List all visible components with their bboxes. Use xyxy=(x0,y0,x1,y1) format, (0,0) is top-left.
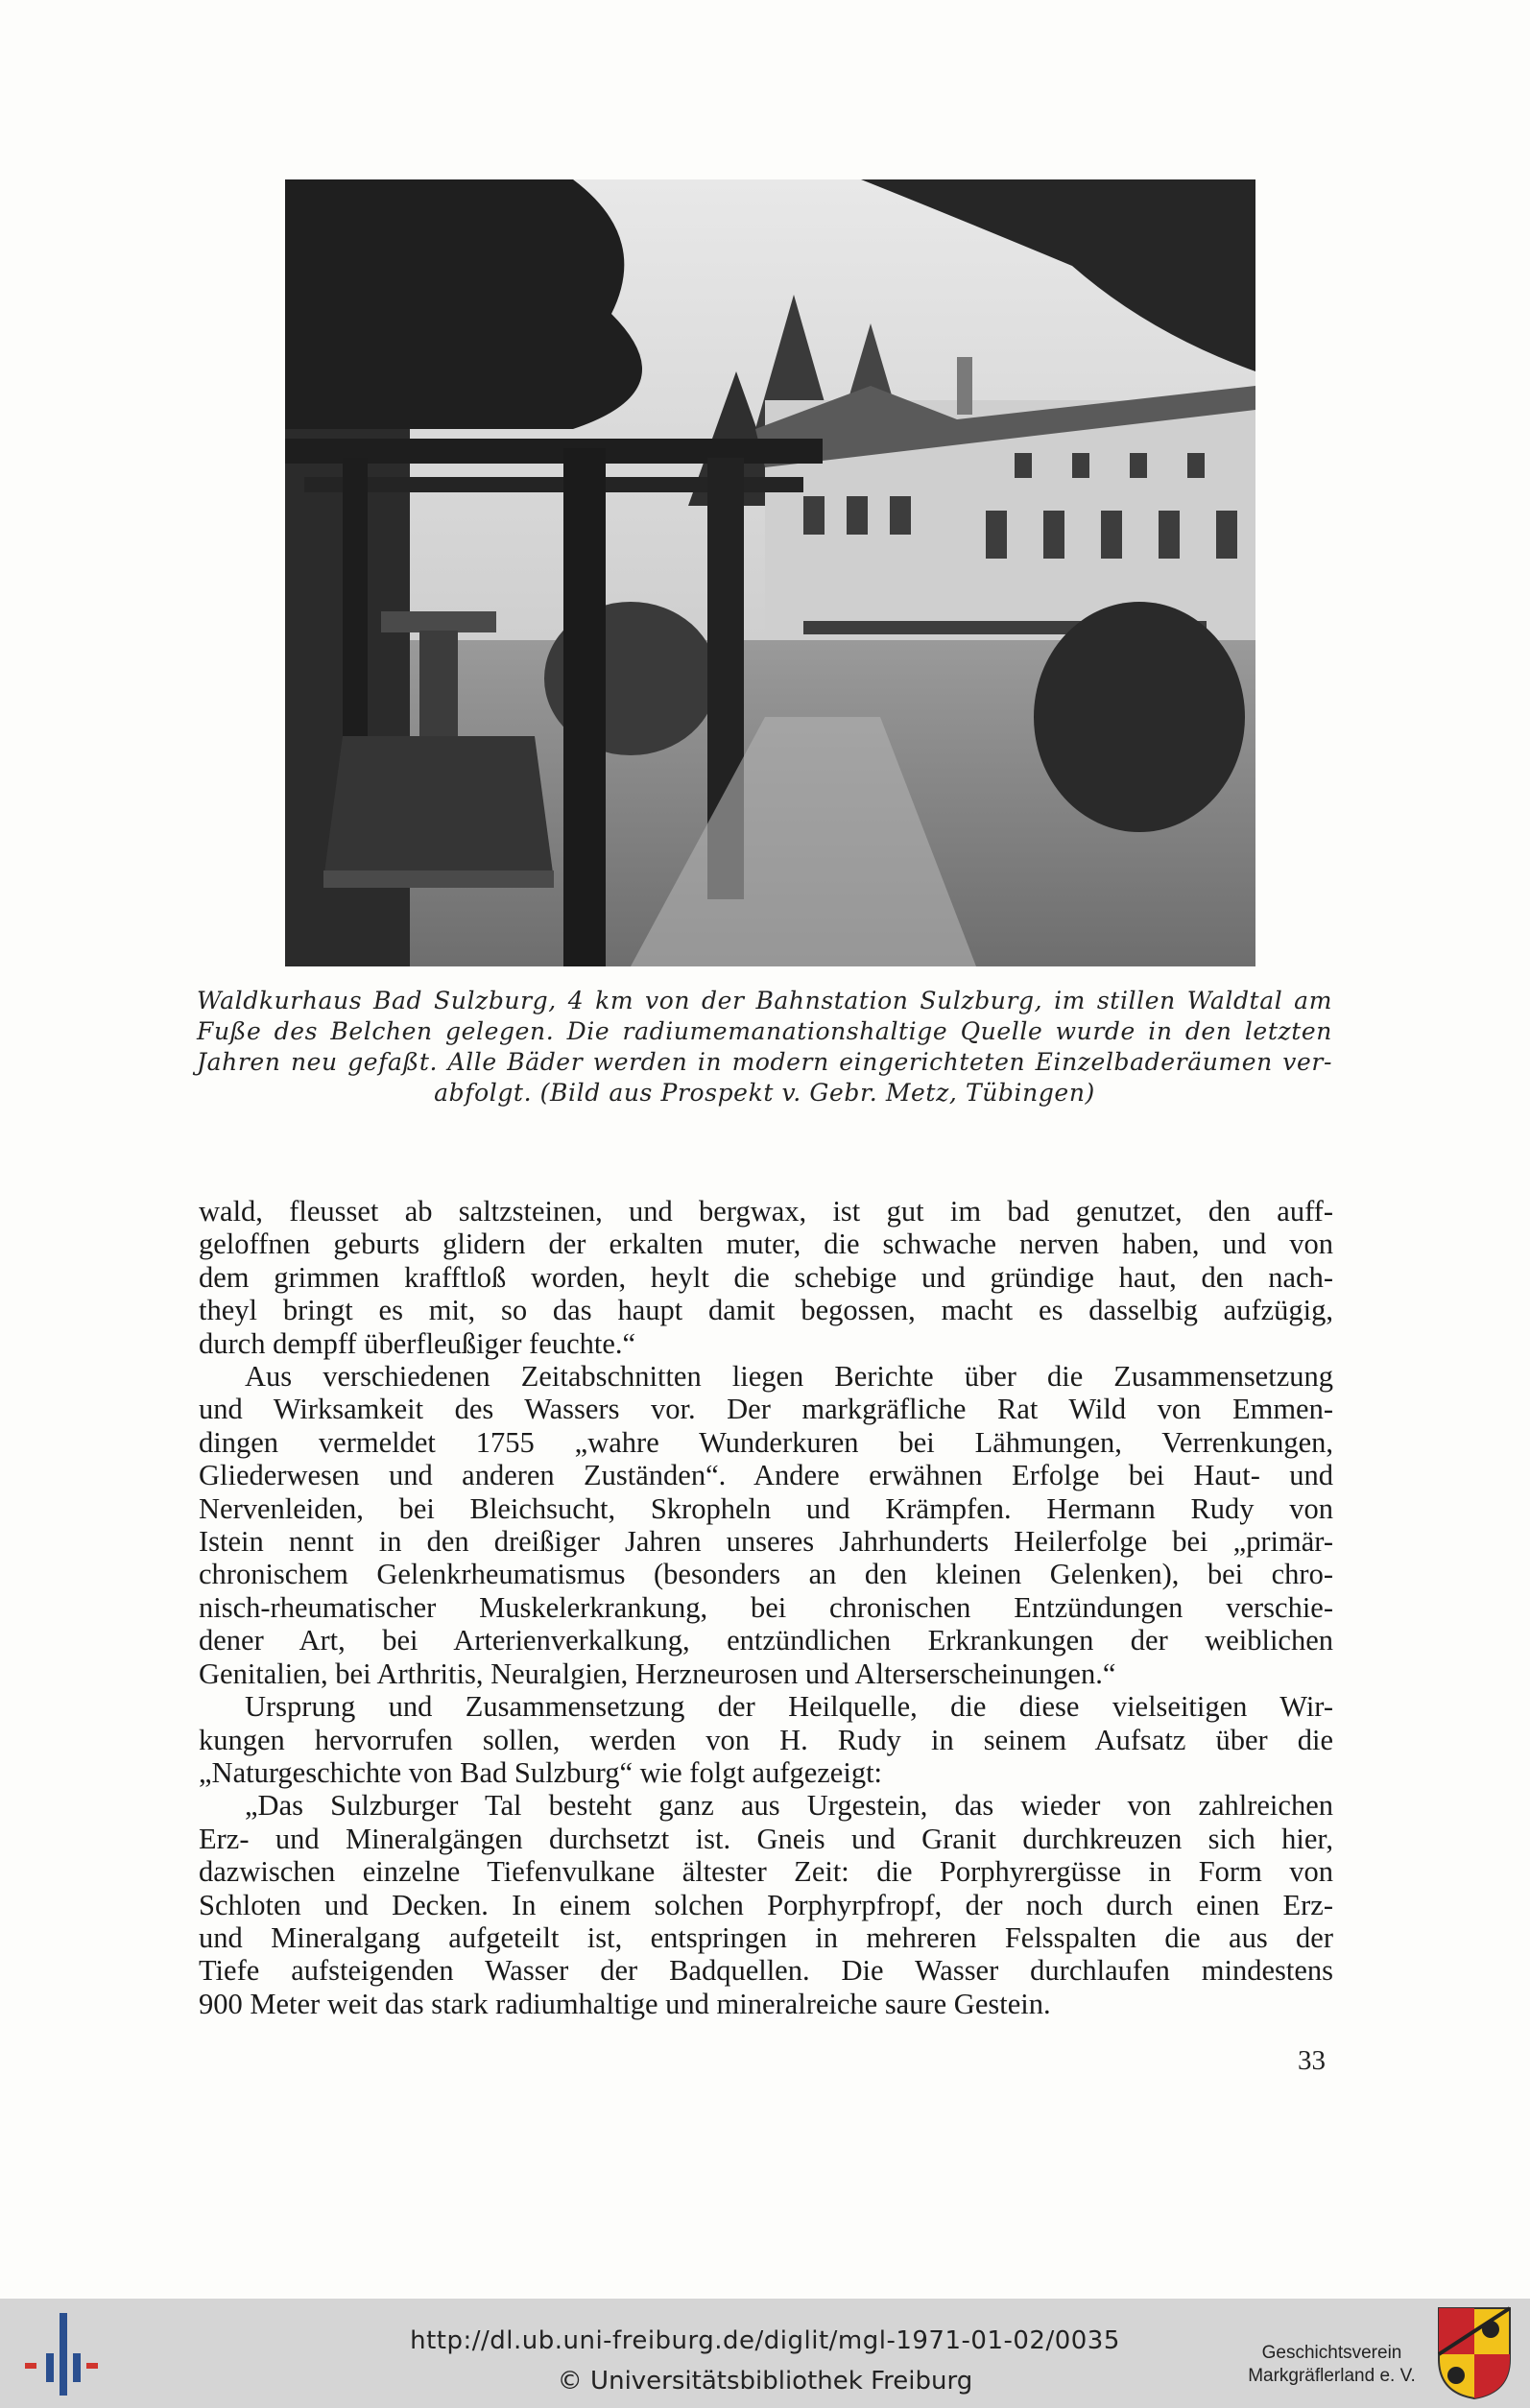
text-line: Schloten und Decken. In einem solchen Porphyrpfropf, der noch durch einen Erz- xyxy=(199,1888,1333,1921)
text-line: und Mineralgang aufgeteilt ist, entspringen in mehreren Felsspalten die aus der xyxy=(199,1920,1333,1954)
caption-line: Fuße des Belchen gelegen. Die radiumemanationshaltige Quelle wurde in den letzten xyxy=(197,1017,1332,1045)
text-line: Gliederwesen und anderen Zuständen“. Andere erwähnen Erfolge bei Haut- und xyxy=(199,1459,1333,1492)
kurhaus-photo xyxy=(285,179,1255,966)
text-line: „Das Sulzburger Tal besteht ganz aus Urgestein, das wieder von zahlreichen xyxy=(245,1789,1333,1823)
org-name-line: Markgräflerland e. V. xyxy=(1248,2366,1416,2386)
text-line: Erz- und Mineralgängen durchsetzt ist. Gneis und Granit durchkreuzen sich hier, xyxy=(199,1822,1333,1855)
document-url-link[interactable]: http://dl.ub.uni-freiburg.de/diglit/mgl-1971-01-02/0035 xyxy=(410,2326,1120,2355)
text-line: Tiefe aufsteigenden Wasser der Badquellen. Die Wasser durchlaufen mindestens xyxy=(199,1954,1333,1988)
copyright-text: © Universitätsbibliothek Freiburg xyxy=(557,2367,973,2396)
text-line: nisch-rheumatischer Muskelerkrankung, bei chronischen Entzündungen verschie- xyxy=(199,1590,1333,1624)
text-line: dazwischen einzelne Tiefenvulkane ältester Zeit: die Porphyrergüsse in Form von xyxy=(199,1855,1333,1889)
photo-caption xyxy=(197,986,1332,1109)
caption-line: Jahren neu gefaßt. Alle Bäder werden in modern eingerichteten Einzelbaderäumen ver- xyxy=(197,1048,1332,1076)
text-line: theyl bringt es mit, so das haupt damit begossen, macht es dasselbig aufzügig, xyxy=(199,1294,1333,1327)
page-number: 33 xyxy=(1298,2045,1326,2076)
text-line: chronischem Gelenkrheumatismus (besonders an den kleinen Gelenken), bei chro- xyxy=(199,1558,1333,1591)
coat-of-arms-icon[interactable] xyxy=(1437,2306,1512,2400)
text-line: Ursprung und Zusammensetzung der Heilquelle, die diese vielseitigen Wir- xyxy=(245,1690,1333,1724)
body-text xyxy=(199,1195,1333,2020)
text-line: dingen vermeldet 1755 „wahre Wunderkuren bei Lähmungen, Verrenkungen, xyxy=(199,1425,1333,1459)
text-line: 900 Meter weit das stark radiumhaltige und mineralreiche saure Gestein. xyxy=(199,1987,1051,2020)
text-line: kungen hervorrufen sollen, werden von H. Rudy in seinem Aufsatz über die xyxy=(199,1723,1333,1756)
org-name-line: Geschichtsverein xyxy=(1261,2343,1402,2363)
caption-line: Waldkurhaus Bad Sulzburg, 4 km von der Bahnstation Sulzburg, im stillen Waldtal am xyxy=(197,987,1332,1014)
text-line: Nervenleiden, bei Bleichsucht, Skropheln und Krämpfen. Hermann Rudy von xyxy=(199,1491,1333,1525)
text-line: durch dempff überfleußiger feuchte.“ xyxy=(199,1326,636,1360)
text-line: dem grimmen krafftloß worden, heylt die schebige und gründige haut, den nach- xyxy=(199,1260,1333,1294)
caption-line: abfolgt. (Bild aus Prospekt v. Gebr. Metz, Tübingen) xyxy=(434,1079,1095,1107)
text-line: Istein nennt in den dreißiger Jahren unseres Jahrhunderts Heilerfolge bei „primär- xyxy=(199,1525,1333,1559)
text-line: und Wirksamkeit des Wassers vor. Der markgräfliche Rat Wild von Emmen- xyxy=(199,1393,1333,1426)
text-line: dener Art, bei Arterienverkalkung, entzündlichen Erkrankungen der weiblichen xyxy=(199,1624,1333,1657)
text-line: wald, fleusset ab saltzsteinen, und bergwax, ist gut im bad genutzet, den auff- xyxy=(199,1195,1333,1228)
text-line: „Naturgeschichte von Bad Sulzburg“ wie folgt aufgezeigt: xyxy=(199,1755,883,1789)
text-line: Genitalien, bei Arthritis, Neuralgien, Herzneurosen und Alterserscheinungen.“ xyxy=(199,1657,1116,1690)
text-line: geloffnen geburts glidern der erkalten muter, die schwache nerven haben, und von xyxy=(199,1228,1333,1261)
org-name xyxy=(1233,2342,1430,2388)
text-line: Aus verschiedenen Zeitabschnitten liegen Berichte über die Zusammensetzung xyxy=(245,1360,1333,1394)
